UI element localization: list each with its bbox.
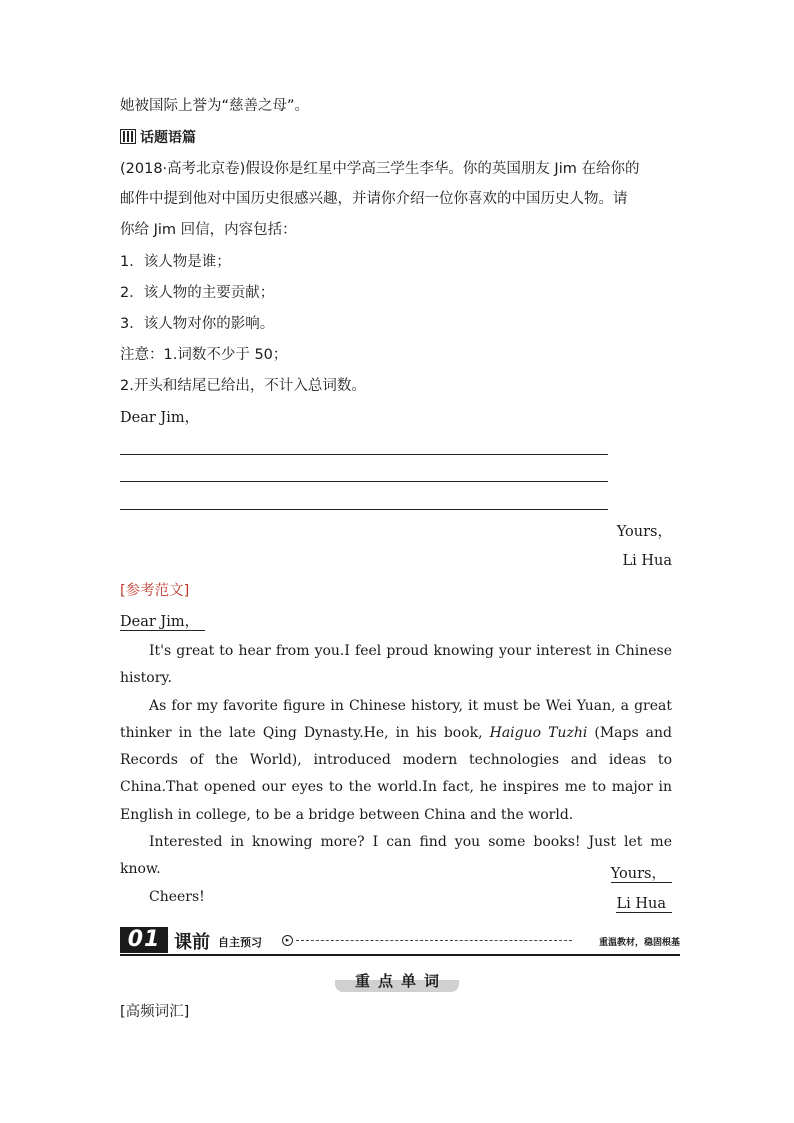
letter-closing: Yours，	[616, 524, 672, 540]
answer-blank-line	[120, 454, 608, 455]
banner-underline	[120, 954, 680, 956]
answer-blank-line	[120, 481, 608, 482]
model-signature-text: Li Hua	[616, 896, 672, 913]
note-2: 2.开头和结尾已给出，不计入总词数。	[120, 378, 366, 394]
essay-text: (Maps and Records of the World), introduced modern technologies and ideas to China.That opened our eyes to the world.In fact, he inspires me to major in English in college, to be a bridge between China and the world.	[120, 724, 672, 823]
essay-paragraph: It's great to hear from you.I feel proud knowing your interest in Chinese history.	[120, 643, 672, 687]
model-greeting-text: Dear Jim，	[120, 614, 205, 631]
vocab-label: [高频词汇]	[120, 1004, 190, 1020]
prompt-line-1: (2018·高考北京卷)假设你是红星中学高三学生李华。你的英国朋友 Jim 在给你的	[120, 161, 640, 177]
essay-paragraph: Interested in knowing more? I can find you some books! Just let me know.	[120, 834, 672, 878]
book-title: Haiguo Tuzhi	[489, 724, 588, 741]
dashed-divider	[296, 940, 572, 941]
requirement-item: 2．该人物的主要贡献；	[120, 285, 275, 301]
model-closing	[611, 864, 672, 884]
essay-text: As for my favorite figure in Chinese history, it must be Wei Yuan, a great thinker in the late Qing Dynasty.He, in his book,	[120, 697, 672, 741]
model-essay-body	[120, 638, 672, 911]
model-essay-label: [参考范文]	[120, 583, 190, 599]
letter-greeting: Dear Jim，	[120, 410, 200, 426]
prompt-line-3: 你给 Jim 回信，内容包括：	[120, 222, 297, 238]
intro-line: 她被国际上誉为“慈善之母”。	[120, 98, 310, 114]
answer-blank-line	[120, 509, 608, 510]
note-1: 注意：1.词数不少于 50；	[120, 347, 288, 363]
letter-signature: Li Hua	[622, 553, 672, 569]
essay-paragraph: Cheers!	[149, 888, 205, 905]
banner-slogan: 重温教材，稳固根基	[598, 938, 680, 948]
sub-heading	[0, 970, 794, 991]
requirement-item: 3．该人物对你的影响。	[120, 316, 275, 332]
model-closing-text: Yours，	[611, 866, 672, 883]
banner-number: 01	[120, 927, 168, 953]
model-greeting	[120, 612, 205, 632]
section-banner	[120, 924, 680, 956]
sub-heading-text: 重点单词	[335, 970, 459, 992]
banner-subtitle: 自主预习	[218, 936, 262, 949]
requirement-item: 1．该人物是谁；	[120, 254, 231, 270]
banner-title: 课前	[174, 932, 210, 953]
model-signature	[616, 894, 672, 914]
prompt-line-2: 邮件中提到他对中国历史很感兴趣，并请你介绍一位你喜欢的中国历史人物。请	[120, 191, 628, 207]
section-title: 话题语篇	[140, 130, 196, 146]
roman-three-icon	[120, 129, 136, 144]
section-heading	[120, 128, 196, 148]
essay-paragraph	[120, 693, 672, 829]
arrow-right-icon: ▸	[282, 935, 293, 946]
